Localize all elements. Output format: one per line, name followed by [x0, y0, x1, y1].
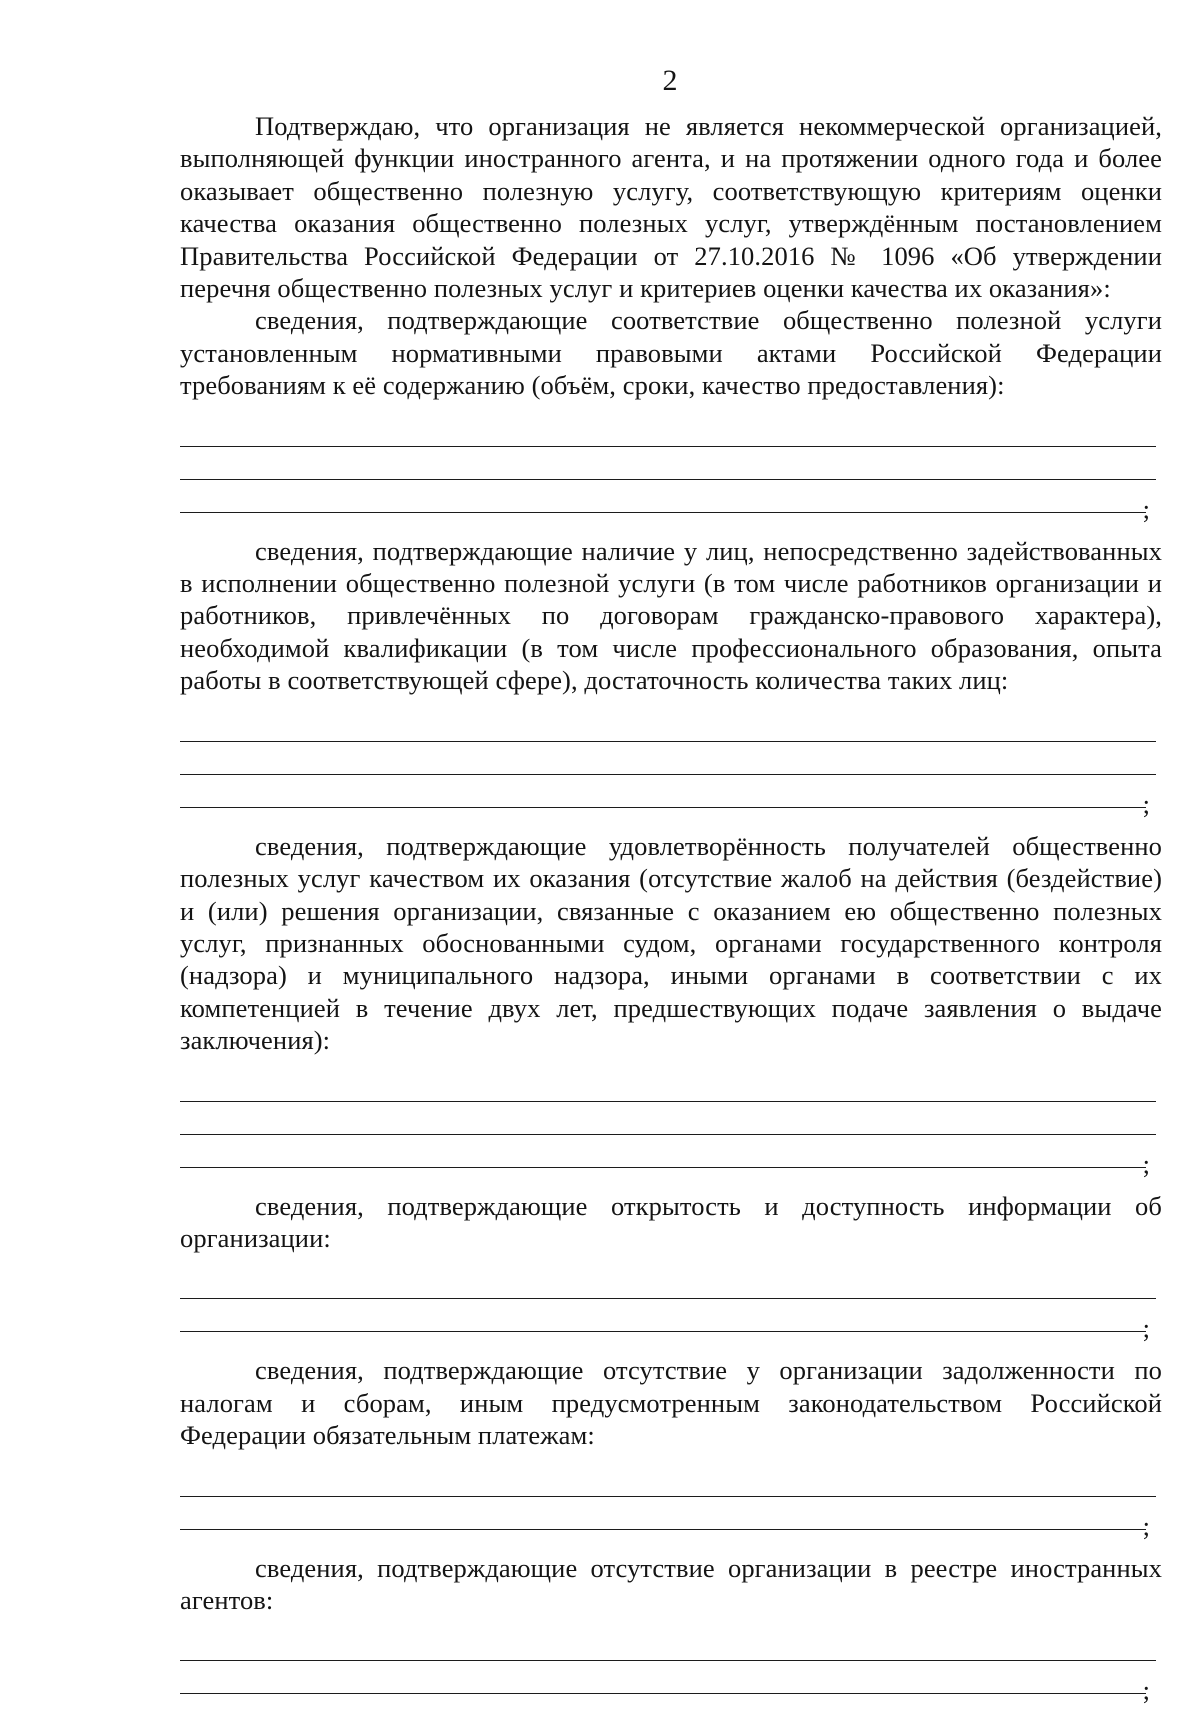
fill-in-block-recipient-satisfaction — [180, 1069, 1162, 1179]
line-end-semicolon: ; — [1142, 1313, 1150, 1344]
section-information-openness: сведения, подтверждающие открытость и доступность информации об организации: — [180, 1190, 1162, 1253]
fill-in-line[interactable] — [180, 1464, 1156, 1497]
fill-in-block-service-compliance — [180, 414, 1162, 524]
document-body — [180, 110, 1162, 1716]
intro-paragraph: Подтверждаю, что организация не является некоммерческой организацией, выполняющей функции иностранного агента, и на протяжении одного года и более оказывает общественно полезную услугу, соответствующую критериям оценки качества оказания общественно полезных услуг, утверждённым постановлением Правительства Российской Федерации от 27.10.2016 № 1096 «Об утверждении перечня общественно полезных услуг и критериев оценки качества их оказания»: — [180, 111, 1162, 304]
section-foreign-agent-registry: сведения, подтверждающие отсутствие организации в реестре иностранных агентов: — [180, 1552, 1162, 1615]
section-staff-qualification: сведения, подтверждающие наличие у лиц, непосредственно задействованных в исполнении общественно полезной услуги (в том числе работников организации и работников, привлечённых по договорам гражданско-правового характера), необходимой квалификации (в том числе профессионального образования, опыта работы в соответствующей сфере), достаточность количества таких лиц: — [180, 535, 1162, 696]
line-end-semicolon: ; — [1142, 1148, 1150, 1179]
section-no-tax-debt: сведения, подтверждающие отсутствие у организации задолженности по налогам и сборам, иным предусмотренным законодательством Российской Федерации обязательным платежам: — [180, 1355, 1162, 1451]
fill-in-line[interactable] — [180, 1266, 1156, 1299]
fill-in-line[interactable] — [180, 1102, 1156, 1135]
fill-in-line[interactable] — [180, 1497, 1150, 1541]
fill-in-line[interactable] — [180, 1628, 1156, 1661]
line-end-semicolon: ; — [1142, 1510, 1150, 1541]
fill-in-line[interactable] — [180, 1661, 1150, 1706]
fill-in-line[interactable] — [180, 742, 1156, 775]
fill-in-line[interactable] — [180, 414, 1156, 447]
page-number: 2 — [662, 64, 678, 97]
fill-in-line[interactable] — [180, 447, 1156, 480]
fill-in-line[interactable] — [180, 709, 1156, 742]
line-end-semicolon: ; — [1142, 788, 1150, 819]
fill-in-block-information-openness — [180, 1266, 1162, 1344]
fill-in-block-staff-qualification — [180, 709, 1162, 819]
fill-in-line[interactable] — [180, 1299, 1150, 1344]
fill-in-line[interactable] — [180, 775, 1150, 819]
line-end-semicolon: ; — [1142, 1675, 1150, 1706]
section-recipient-satisfaction: сведения, подтверждающие удовлетворённость получателей общественно полезных услуг качеством их оказания (отсутствие жалоб на действия (бездействие) и (или) решения организации, связанные с оказанием ею общественно полезных услуг, признанных обоснованными судом, органами государственного контроля (надзора) и муниципального надзора, иными органами в соответствии с их компетенцией в течение двух лет, предшествующих подаче заявления о выдаче заключения): — [180, 830, 1162, 1056]
fill-in-line[interactable] — [180, 480, 1150, 524]
line-end-semicolon: ; — [1142, 493, 1150, 524]
section-service-compliance: сведения, подтверждающие соответствие общественно полезной услуги установленным нормативными правовыми актами Российской Федерации требованиям к её содержанию (объём, сроки, качество предоставления): — [180, 305, 1162, 401]
fill-in-line[interactable] — [180, 1135, 1150, 1179]
fill-in-block-foreign-agent-registry — [180, 1628, 1162, 1706]
fill-in-block-no-tax-debt — [180, 1464, 1162, 1541]
fill-in-line[interactable] — [180, 1069, 1156, 1102]
